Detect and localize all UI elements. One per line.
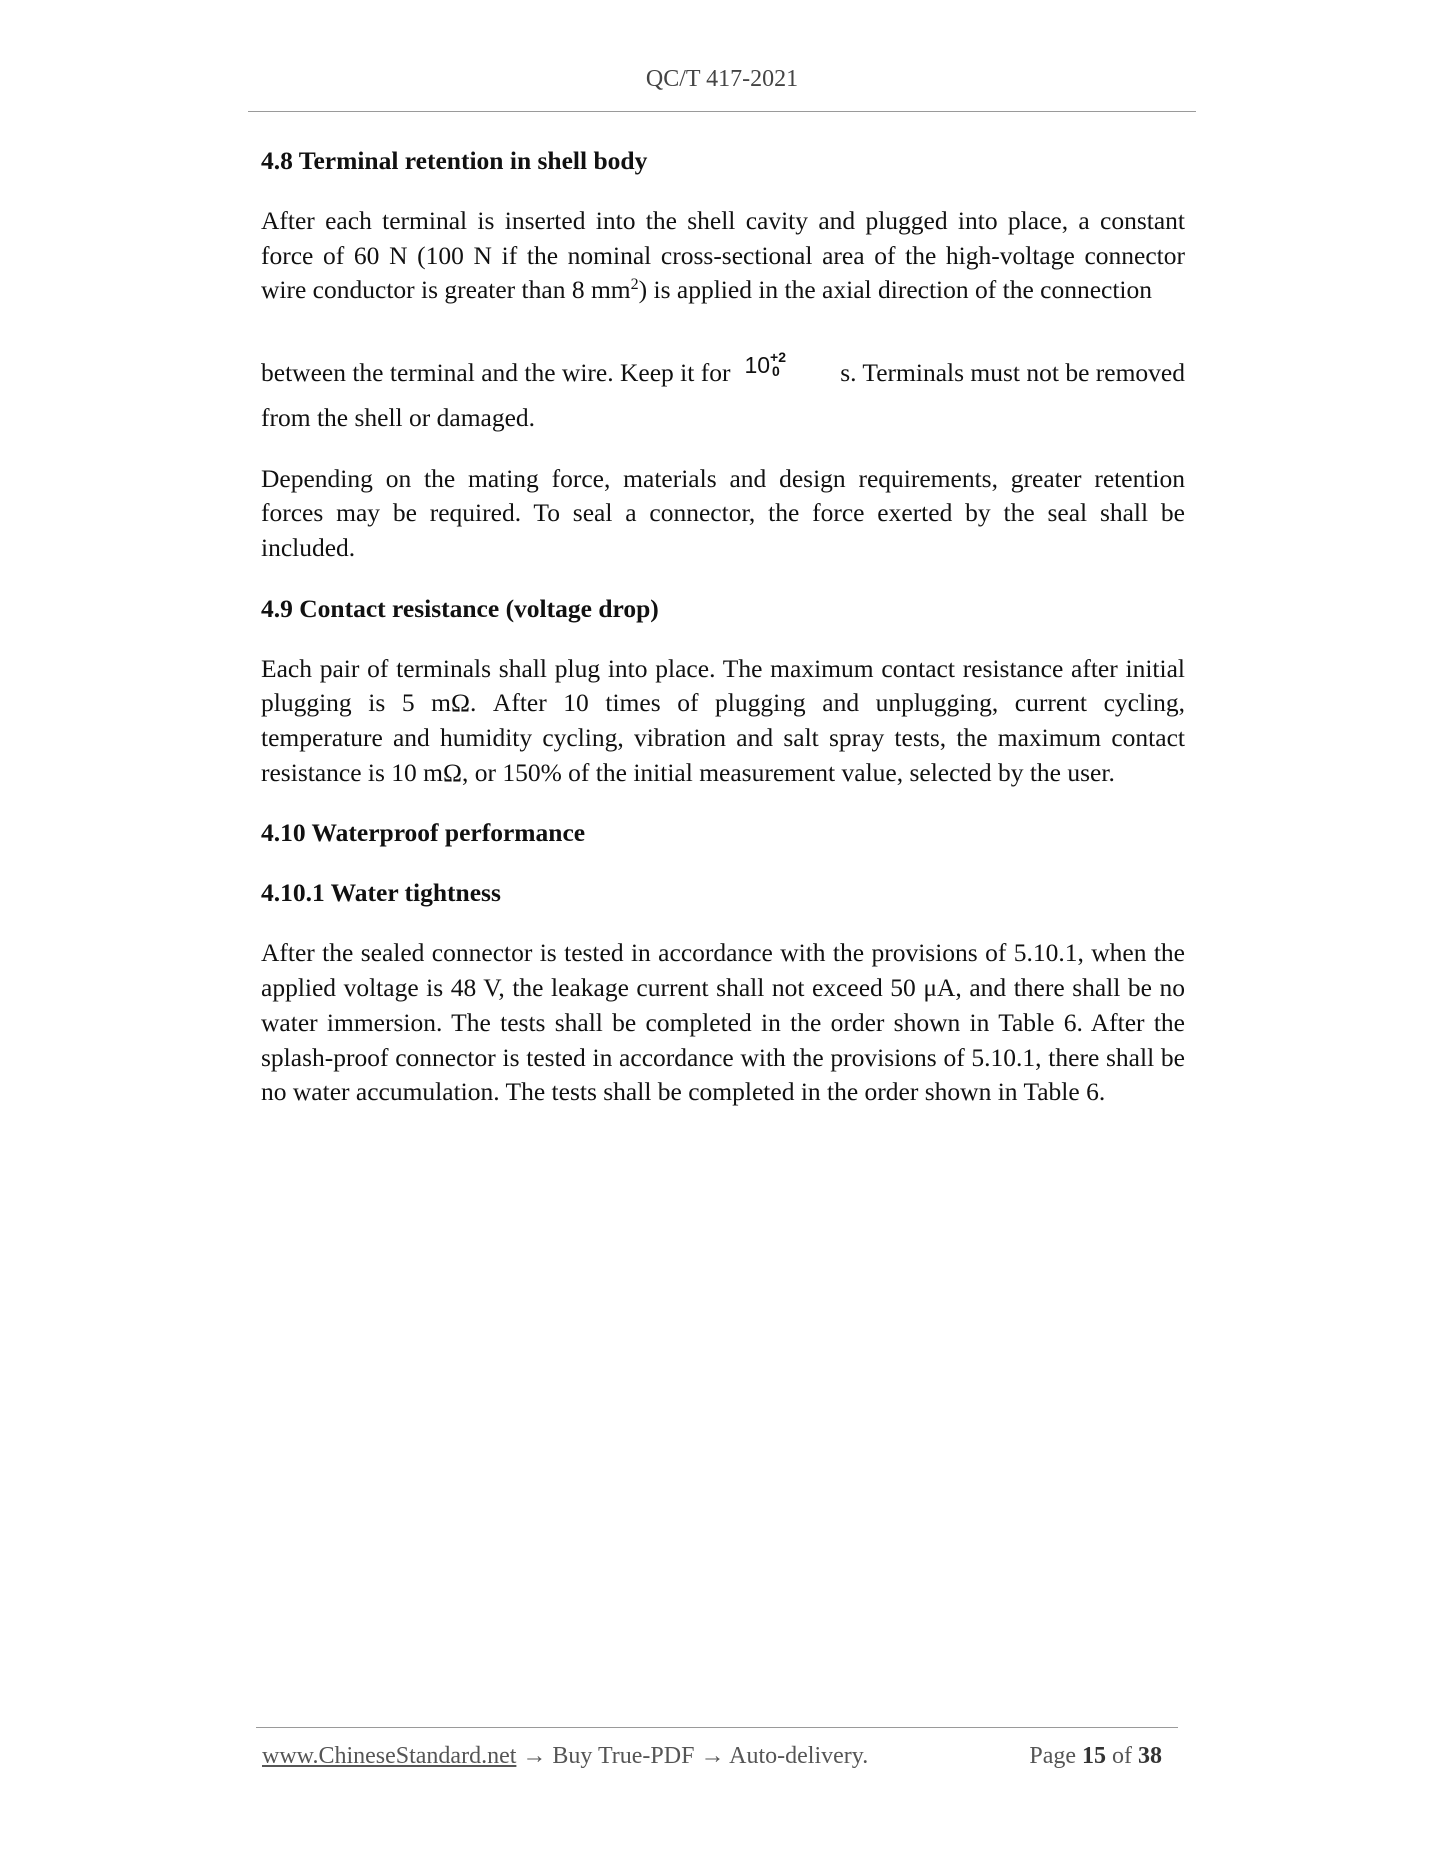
section-4-8-paragraph-1 bbox=[261, 204, 1185, 308]
arrow-right-icon: → bbox=[700, 1743, 725, 1769]
section-4-10-heading: 4.10 Waterproof performance bbox=[261, 818, 586, 848]
page-footer bbox=[262, 1743, 1174, 1770]
section-4-10-1-paragraph-1: After the sealed connector is tested in accordance with the provisions of 5.10.1, when the applied voltage is 48 V, the leakage current shall not exceed 50 μA, and there shall be no water immersion. The tests shall be completed in the order shown in Table 6. After the splash-proof connector is tested in accordance with the provisions of 5.10.1, there shall be no water accumulation. The tests shall be completed in the order shown in Table 6. bbox=[261, 938, 1185, 1107]
section-4-10-1-heading: 4.10.1 Water tightness bbox=[261, 878, 501, 908]
retention-line-right-text: s. Terminals must not be removed bbox=[840, 358, 1185, 388]
auto-delivery-text: Auto-delivery. bbox=[729, 1743, 869, 1769]
formula-base: 10 bbox=[744, 352, 771, 379]
page-content bbox=[261, 144, 1185, 1110]
paragraph-text: After each terminal is inserted into the shell cavity and plugged into place, a constant force of 60 N (100 N if the nominal cross-sectional area of the high-voltage connector wire conductor is greater than 8 mm bbox=[261, 206, 1185, 305]
section-4-9-paragraph-1: Each pair of terminals shall plug into place. The maximum contact resistance after initial plugging is 5 mΩ. After 10 times of plugging and unplugging, current cycling, temperature and humidity cycling, vibration and salt spray tests, the maximum contact resistance is 10 mΩ, or 150% of the initial measurement value, selected by the user. bbox=[261, 653, 1185, 787]
formula-lower-tolerance: 0 bbox=[772, 363, 780, 380]
page-of-label: of bbox=[1112, 1743, 1132, 1769]
footer-divider bbox=[256, 1727, 1178, 1728]
section-4-8-paragraph-2: Depending on the mating force, materials and design requirements, greater retention forces may be required. To seal a connector, the force exerted by the seal shall be included. bbox=[261, 463, 1185, 562]
arrow-right-icon: → bbox=[522, 1743, 547, 1769]
total-page-count: 38 bbox=[1138, 1743, 1162, 1769]
superscript-2: 2 bbox=[630, 276, 639, 294]
current-page-number: 15 bbox=[1082, 1743, 1106, 1769]
page-number bbox=[1029, 1743, 1162, 1770]
document-id-header: QC/T 417-2021 bbox=[645, 66, 799, 92]
section-4-8-heading: 4.8 Terminal retention in shell body bbox=[261, 146, 648, 175]
buy-true-pdf-text: Buy True-PDF bbox=[552, 1743, 695, 1769]
retention-time-line bbox=[261, 349, 1185, 391]
formula-upper-tolerance: +2 bbox=[770, 349, 786, 366]
tolerance-formula bbox=[744, 348, 784, 383]
page-label: Page bbox=[1029, 1743, 1076, 1769]
section-4-9-heading: 4.9 Contact resistance (voltage drop) bbox=[261, 593, 659, 623]
retention-line-left-text: between the terminal and the wire. Keep it for bbox=[261, 358, 731, 388]
paragraph-text-continued: ) is applied in the axial direction of the connection bbox=[638, 275, 1153, 305]
header-divider bbox=[248, 111, 1196, 112]
chinesestandard-link[interactable]: www.ChineseStandard.net bbox=[262, 1743, 517, 1769]
section-4-8-paragraph-1-end: from the shell or damaged. bbox=[261, 402, 536, 432]
footer-left bbox=[262, 1743, 868, 1770]
